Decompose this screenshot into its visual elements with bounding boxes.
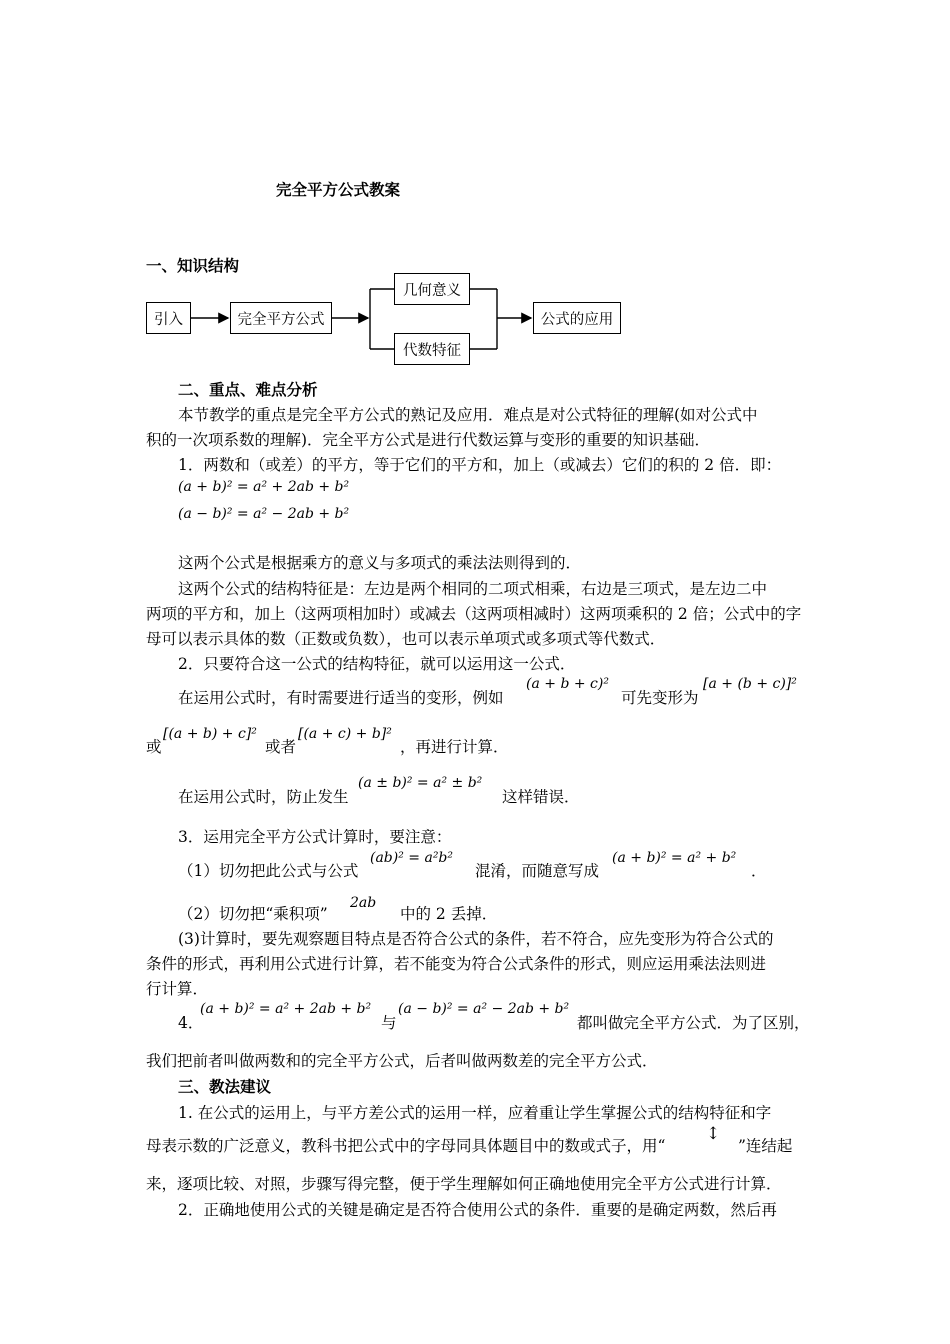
formula-inline: (a + b)² = a² + 2ab + b² [200, 1001, 372, 1017]
list-item-2: 2．只要符合这一公式的结构特征，就可以运用这一公式． [178, 655, 576, 673]
document-title: 完全平方公式教案 [276, 181, 401, 199]
paragraph-line: 条件的形式，再利用公式进行计算，若不能变为符合公式条件的形式，则应运用乘法法则进 [146, 955, 767, 973]
list-item-4: 4． [178, 1014, 204, 1032]
section-heading-key-points: 二、重点、难点分析 [178, 381, 318, 399]
diagram-box-formula: 完全平方公式 [230, 302, 332, 334]
diagram-box-intro: 引入 [146, 302, 191, 334]
paragraph-text: ，再进行计算． [400, 738, 509, 756]
formula-inline: (a + b)² = a² + b² [612, 850, 737, 866]
formula-difference-square: (a − b)² = a² − 2ab + b² [178, 506, 350, 522]
updown-arrow-icon: ↕ [706, 1124, 721, 1144]
paragraph-text: 这样错误． [502, 788, 580, 806]
formula-inline: (a + b + c)² [526, 676, 609, 692]
formula-inline: 2ab [350, 895, 377, 911]
formula-inline: [a + (b + c)]² [703, 676, 797, 692]
paragraph-text: 或 [146, 738, 162, 756]
paragraph-text: 在运用公式时，有时需要进行适当的变形，例如 [178, 689, 504, 707]
list-item-3: 3．运用完全平方公式计算时，要注意： [178, 828, 452, 846]
formula-sum-square: (a + b)² = a² + 2ab + b² [178, 479, 350, 495]
paragraph-line: 来，逐项比较、对照，步骤写得完整，便于学生理解如何正确地使用完全平方公式进行计算． [146, 1175, 782, 1193]
paragraph-line: 行计算． [146, 980, 209, 998]
paragraph-text: 或者 [265, 738, 297, 756]
formula-inline: (a ± b)² = a² ± b² [358, 775, 483, 791]
paragraph-text: 在运用公式时，防止发生 [178, 788, 349, 806]
formula-inline: [(a + b) + c]² [163, 726, 257, 742]
diagram-connectors [0, 0, 950, 400]
diagram-box-application: 公式的应用 [533, 302, 621, 334]
note-1-text: （1）切勿把此公式与公式 [178, 862, 359, 880]
paragraph-line: 这两个公式的结构特征是：左边是两个相同的二项式相乘，右边是三项式，是左边二中 [178, 580, 768, 598]
formula-inline: (a − b)² = a² − 2ab + b² [398, 1001, 570, 1017]
section-heading-teaching-suggestions: 三、教法建议 [178, 1078, 272, 1096]
paragraph-line: 母可以表示具体的数（正数或负数），也可以表示单项式或多项式等代数式． [146, 630, 666, 648]
note-2-text: （2）切勿把“乘积项” [178, 905, 328, 923]
paragraph-line: 本节教学的重点是完全平方公式的熟记及应用．难点是对公式特征的理解(如对公式中 [178, 406, 758, 424]
paragraph-text: 可先变形为 [621, 689, 699, 707]
paragraph-text: ”连结起 [738, 1137, 793, 1155]
diagram-box-algebraic-features: 代数特征 [394, 333, 470, 365]
section-heading-knowledge-structure: 一、知识结构 [146, 257, 240, 275]
paragraph-line: 我们把前者叫做两数和的完全平方公式，后者叫做两数差的完全平方公式． [146, 1052, 658, 1070]
diagram-box-geometric-meaning: 几何意义 [394, 273, 470, 305]
note-1-text: 混淆，而随意写成 [475, 862, 600, 880]
paragraph-text: 都叫做完全平方公式．为了区别， [577, 1014, 810, 1032]
note-1-text: ． [751, 862, 767, 880]
list-item-1: 1．两数和（或差）的平方，等于它们的平方和，加上（或减去）它们的积的 2 倍．即： [178, 456, 782, 474]
paragraph-text: 母表示数的广泛意义，教科书把公式中的字母同具体题目中的数或式子，用“ [146, 1137, 666, 1155]
formula-inline: [(a + c) + b]² [298, 726, 392, 742]
formula-inline: (ab)² = a²b² [370, 850, 454, 866]
paragraph-line: (3)计算时，要先观察题目特点是否符合公式的条件，若不符合，应先变形为符合公式的 [178, 930, 774, 948]
note-2-text: 中的 2 丢掉． [400, 905, 498, 923]
paragraph-line: 2．正确地使用公式的关键是确定是否符合使用公式的条件．重要的是确定两数，然后再 [178, 1201, 777, 1219]
paragraph-line: 这两个公式是根据乘方的意义与多项式的乘法法则得到的． [178, 554, 582, 572]
paragraph-line: 两项的平方和，加上（这两项相加时）或减去（这两项相减时）这两项乘积的 2 倍；公式中的字 [146, 605, 802, 623]
paragraph-text: 与 [381, 1014, 397, 1032]
paragraph-line: 1. 在公式的运用上，与平方差公式的运用一样，应着重让学生掌握公式的结构特征和字 [178, 1104, 772, 1122]
paragraph-line: 积的一次项系数的理解)．完全平方公式是进行代数运算与变形的重要的知识基础． [146, 431, 711, 449]
